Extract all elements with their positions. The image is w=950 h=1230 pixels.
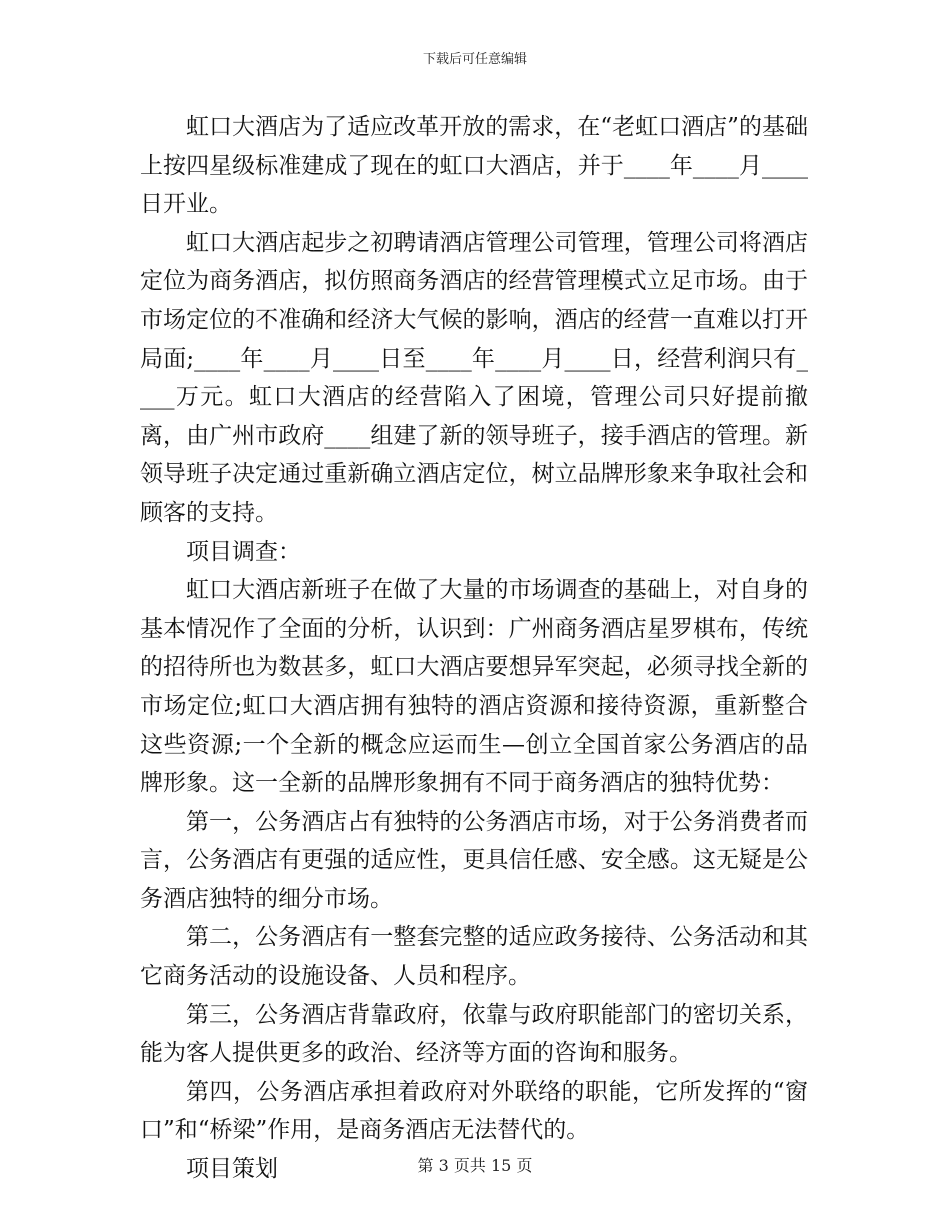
paragraph-advantage-4: 第四，公务酒店承担着政府对外联络的职能，它所发挥的“窗口”和“桥梁”作用，是商务酒店无法替代的。 bbox=[140, 1078, 808, 1144]
page-number-footer: 第 3 页共 15 页 bbox=[417, 1156, 533, 1175]
section-heading-planning: 项目策划 bbox=[186, 1156, 278, 1183]
page-header-note: 下载后可任意编辑 bbox=[422, 52, 527, 67]
paragraph-opening: 虹口大酒店为了适应改革开放的需求，在“老虹口酒店”的基础上按四星级标准建成了现在的虹口大酒店，并于____年____月____日开业。 bbox=[140, 114, 808, 218]
section-heading-survey: 项目调查： bbox=[186, 538, 301, 565]
paragraph-survey-findings: 虹口大酒店新班子在做了大量的市场调查的基础上，对自身的基本情况作了全面的分析，认识到：广州商务酒店星罗棋布，传统的招待所也为数甚多，虹口大酒店要想异军突起，必须寻找全新的市场定位;虹口大酒店拥有独特的酒店资源和接待资源，重新整合这些资源;一个全新的概念应运而生—创立全国首家公务酒店的品牌形象。这一全新的品牌形象拥有不同于商务酒店的独特优势： bbox=[140, 577, 808, 797]
paragraph-management-history: 虹口大酒店起步之初聘请酒店管理公司管理，管理公司将酒店定位为商务酒店，拟仿照商务酒店的经营管理模式立足市场。由于市场定位的不准确和经济大气候的影响，酒店的经营一直难以打开局面;____年____月____日至____年____月____日，经营利润只有____万元。虹口大酒店的经营陷入了困境，管理公司只好提前撤离，由广州市政府____组建了新的领导班子，接手酒店的管理。新领导班子决定通过重新确立酒店定位，树立品牌形象来争取社会和顾客的支持。 bbox=[140, 229, 808, 526]
document-body bbox=[140, 108, 808, 1189]
paragraph-advantage-3: 第三，公务酒店背靠政府，依靠与政府职能部门的密切关系，能为客人提供更多的政治、经济等方面的咨询和服务。 bbox=[140, 1001, 808, 1067]
paragraph-advantage-1: 第一，公务酒店占有独特的公务酒店市场，对于公务消费者而言，公务酒店有更强的适应性，更具信任感、安全感。这无疑是公务酒店独特的细分市场。 bbox=[140, 808, 808, 912]
paragraph-advantage-2: 第二，公务酒店有一整套完整的适应政务接待、公务活动和其它商务活动的设施设备、人员和程序。 bbox=[140, 924, 808, 990]
